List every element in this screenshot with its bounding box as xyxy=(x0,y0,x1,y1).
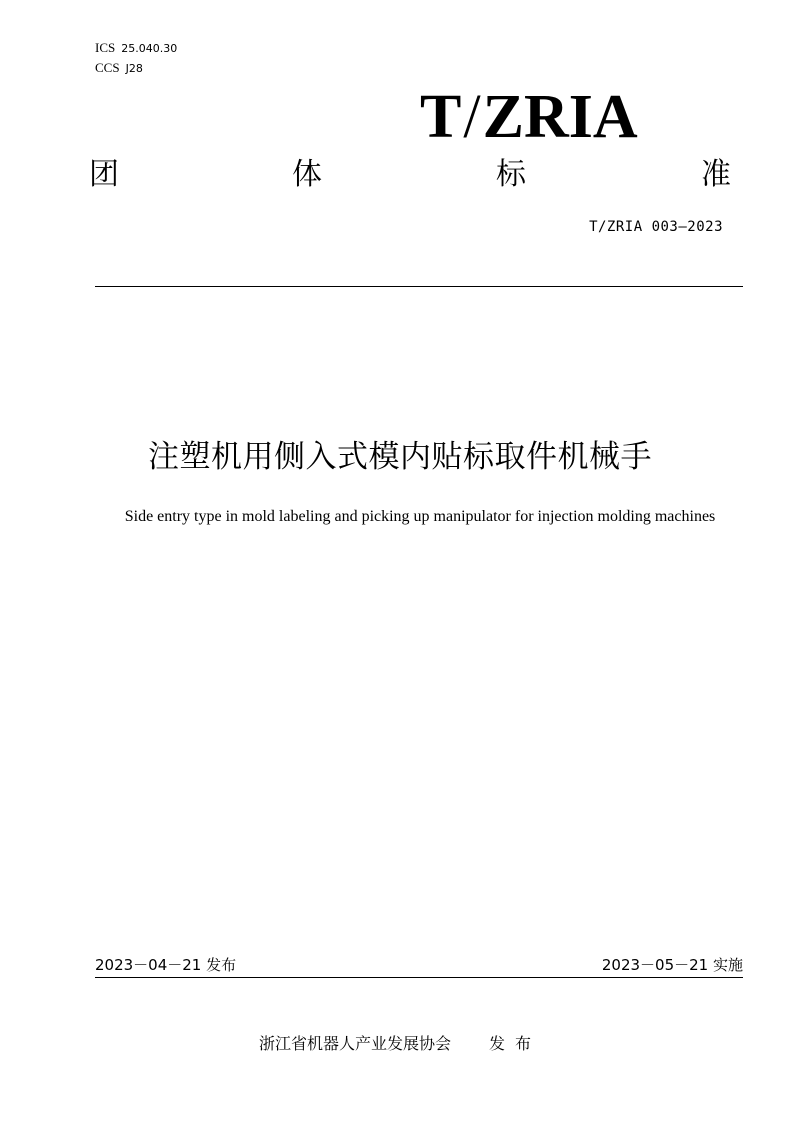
ics-classification xyxy=(95,41,177,56)
ccs-classification xyxy=(95,61,143,76)
implement-date: 2023－05－21 实施 xyxy=(601,956,743,974)
title-chinese: 注塑机用侧入式模内贴标取件机械手 xyxy=(148,439,652,475)
ics-value: 25.040.30 xyxy=(121,42,178,55)
organization-logo xyxy=(420,82,700,152)
standard-type-char-2: 体 xyxy=(292,157,322,192)
top-divider xyxy=(95,286,743,287)
standard-type-char-1: 团 xyxy=(89,157,119,192)
ics-label: ICS xyxy=(95,40,116,55)
standard-type-char-3: 标 xyxy=(496,157,526,192)
ccs-value: J28 xyxy=(125,62,143,75)
ccs-label: CCS xyxy=(95,60,120,75)
document-code: T/ZRIA 003—2023 xyxy=(589,219,723,235)
standard-type-char-4: 准 xyxy=(701,157,731,192)
issuer-organization: 浙江省机器人产业发展协会 xyxy=(258,1034,451,1053)
issuer-action: 发布 xyxy=(489,1034,542,1053)
logo-left: T xyxy=(420,83,462,151)
logo-slash: / xyxy=(463,83,481,151)
issuer-line xyxy=(0,1033,800,1055)
title-english: Side entry type in mold labeling and picking up manipulator for injection molding machines xyxy=(124,508,716,525)
publish-date: 2023－04－21 发布 xyxy=(95,956,237,974)
logo-right: ZRIA xyxy=(482,83,638,151)
bottom-divider xyxy=(95,977,743,978)
